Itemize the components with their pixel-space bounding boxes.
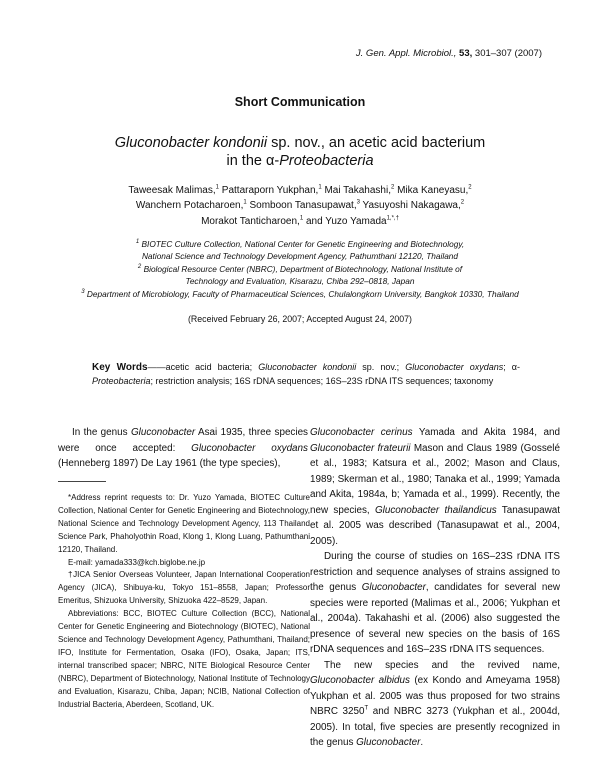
- title-line1-rest: sp. nov., an acetic acid bacterium: [267, 135, 486, 151]
- body-paragraph: [310, 658, 560, 751]
- footnotes: [58, 492, 310, 711]
- title-taxon: Proteobacteria: [279, 153, 374, 169]
- author-name: Mai Takahashi,: [321, 185, 391, 196]
- text-run: , candidates for several new species were reported (Malimas et al., 2006; Yukphan et al., 2004a). Takahashi et al. (2006) also suggested the presence of several new species on the basis of 16S rDNA sequences and 16S–23S rDNA ITS sequences.: [310, 582, 560, 655]
- title-line2-prefix: in the α-: [226, 153, 280, 169]
- text-run: (Henneberg 1897) De Lay 1961 (the type species),: [58, 458, 281, 469]
- body-paragraph: [310, 425, 560, 549]
- title-line-2: [60, 152, 540, 170]
- text-run: and NBRC 3273 (Yukphan et al., 2004d, 2005). In total, five species are presently recognized in the genus: [310, 706, 560, 748]
- text-run: sp. nov.;: [356, 362, 406, 372]
- author-affil-mark: 2: [460, 199, 465, 206]
- author-affil-mark: 3: [356, 199, 360, 206]
- author-name: Somboon Tanasupawat,: [246, 200, 357, 212]
- italic-text-run: Gluconobacter: [130, 427, 196, 438]
- affil-mark: 2: [137, 264, 142, 271]
- text-run: During the course of studies on 16S–23S rDNA ITS restriction and sequence analyses of strains assigned to the genus: [310, 551, 560, 593]
- author-name: Yasuyoshi Nakagawa,: [359, 200, 461, 212]
- text-run: T: [364, 705, 369, 712]
- affil-text: Technology and Evaluation, Kisarazu, Chiba 292–0818, Japan: [185, 276, 415, 287]
- text-run: ; α-: [503, 362, 521, 372]
- footnote-rule: [58, 481, 106, 482]
- title-genus: Gluconobacter kondonii: [114, 135, 268, 151]
- author-list: [60, 183, 540, 229]
- journal-citation: [356, 48, 542, 59]
- author-line-2: [60, 198, 540, 213]
- article-title: [60, 134, 540, 170]
- text-run: The new species and the revived name,: [324, 659, 560, 671]
- author-affil-mark: 1: [215, 184, 219, 191]
- footnote-email: E-mail: yamada333@kch.biglobe.ne.jp: [68, 557, 206, 567]
- author-affil-mark: 1: [243, 199, 247, 206]
- author-affil-mark: 1,*,†: [386, 215, 399, 222]
- author-affil-mark: 1: [318, 184, 322, 191]
- italic-text-run: Gluconobacter: [361, 582, 426, 593]
- author-name: Wanchern Potacharoen,: [135, 200, 244, 212]
- author-name: Taweesak Malimas,: [128, 185, 216, 196]
- text-run: Mason and Claus 1989 (Gosselé et al., 1983; Katsura et al., 2002; Mason and Claus, 1989; Skerman et al., 1980; Tanaka et al., 1999; Yamada and Akita, 1984a, b; Yamada et al., 1999). Recently, the new species,: [310, 442, 560, 516]
- body-paragraph: [58, 425, 308, 472]
- italic-text-run: Gluconobacter cerinus: [310, 427, 413, 438]
- body-paragraph: [310, 549, 560, 658]
- affiliation-line: [60, 275, 540, 287]
- italic-text-run: Gluconobacter frateurii: [310, 442, 411, 454]
- affil-text: Department of Microbiology, Faculty of Pharmaceutical Sciences, Chulalongkorn University, Bangkok 10330, Thailand: [84, 288, 519, 299]
- right-column: [310, 425, 560, 751]
- affil-mark: 3: [81, 288, 85, 295]
- author-affil-mark: 2: [468, 184, 472, 191]
- received-dates: (Received February 26, 2007; Accepted August 24, 2007): [188, 314, 412, 324]
- key-words-dash: ——: [147, 362, 166, 372]
- author-name: and Yuzo Yamada: [303, 215, 387, 227]
- left-column: [58, 425, 308, 472]
- journal-name: J. Gen. Appl. Microbiol.,: [355, 48, 457, 59]
- affiliation-line: [60, 238, 540, 250]
- affil-text: National Science and Technology Development Agency, Pathumthani 12120, Thailand: [141, 251, 459, 262]
- journal-volume: 53,: [459, 48, 473, 59]
- author-name: Pattaraporn Yukphan,: [219, 185, 319, 196]
- author-affil-mark: 2: [390, 184, 395, 191]
- italic-text-run: Gluconobacter: [356, 737, 421, 748]
- author-line-1: [60, 183, 540, 198]
- affiliation-line: [60, 263, 540, 275]
- key-words: [92, 361, 520, 388]
- footnote-jica: †JICA Senior Overseas Volunteer, Japan International Cooperation Agency (JICA), Shibuya-ku, Tokyo 151–8558, Japan; Professor Emeritus, Shizuoka University, Shizuoka 422–8529, Japan.: [58, 570, 310, 606]
- title-line-1: [60, 134, 540, 152]
- footnote-address: *Address reprint requests to: Dr. Yuzo Yamada, BIOTEC Culture Collection, National Center for Genetic Engineering and Biotechnology, National Science and Technology Development Agency, 113 Thailand Science Park, Phaholyothin Road, Klong 1, Klong Luang, Pathumthani 12120, Thailand.: [58, 493, 310, 554]
- affiliations: [60, 238, 540, 300]
- text-run: Yamada and Akita 1984, and: [412, 427, 560, 438]
- author-affil-mark: 1: [299, 215, 304, 222]
- text-run: Tanasupawat et al. 2005 was described (Tanasupawat et al., 2004, 2005).: [310, 504, 560, 547]
- text-run: Asai 1935, three species were once accepted:: [58, 427, 308, 454]
- author-line-3: [60, 214, 540, 229]
- italic-text-run: Gluconobacter oxydans: [405, 362, 504, 372]
- author-name: Morakot Tanticharoen,: [201, 215, 300, 227]
- text-run: .: [420, 737, 424, 748]
- text-run: In the genus: [72, 427, 131, 438]
- journal-pages: 301–307 (2007): [474, 48, 542, 59]
- text-run: (ex Kondo and Ameyama 1958) Yukphan et al. 2005 was thus proposed for two strains NBRC 3250: [310, 675, 560, 717]
- italic-text-run: Proteobacteria: [92, 375, 151, 386]
- key-words-label: Key Words: [92, 362, 148, 373]
- text-run: acetic acid bacteria;: [165, 362, 259, 372]
- section-heading: Short Communication: [234, 95, 366, 109]
- italic-text-run: Gluconobacter oxydans: [191, 442, 308, 454]
- affil-mark: 1: [135, 239, 140, 246]
- italic-text-run: Gluconobacter kondonii: [258, 362, 357, 372]
- italic-text-run: Gluconobacter albidus: [310, 675, 410, 686]
- footnote-abbreviations: Abbreviations: BCC, BIOTEC Culture Collection (BCC), National Center for Genetic Engineering and Biotechnology (BIOTEC), National Science and Technology Development Agency, Pathumthani, Thailand; IFO, Institute for Fermentation, Osaka (IFO), Osaka, Japan; ITS, internal transcribed spacer; NBRC, NITE Biological Resource Center (NBRC), Department of Biotechnology, National Institute of Technology and Evaluation, Kisarazu, Chiba, Japan; NCIB, National Collection of Industrial Bacteria, Aberdeen, Scotland, UK.: [58, 609, 310, 709]
- affil-text: BIOTEC Culture Collection, National Center for Genetic Engineering and Biotechnology,: [139, 239, 465, 249]
- affil-text: Biological Resource Center (NBRC), Department of Biotechnology, National Institute of: [141, 263, 463, 274]
- author-name: Mika Kaneyasu,: [394, 185, 469, 196]
- italic-text-run: Gluconobacter thailandicus: [374, 504, 497, 516]
- affiliation-line: [60, 250, 540, 262]
- affiliation-line: [60, 288, 540, 300]
- text-run: ; restriction analysis; 16S rDNA sequences; 16S–23S rDNA ITS sequences; taxonomy: [150, 375, 494, 386]
